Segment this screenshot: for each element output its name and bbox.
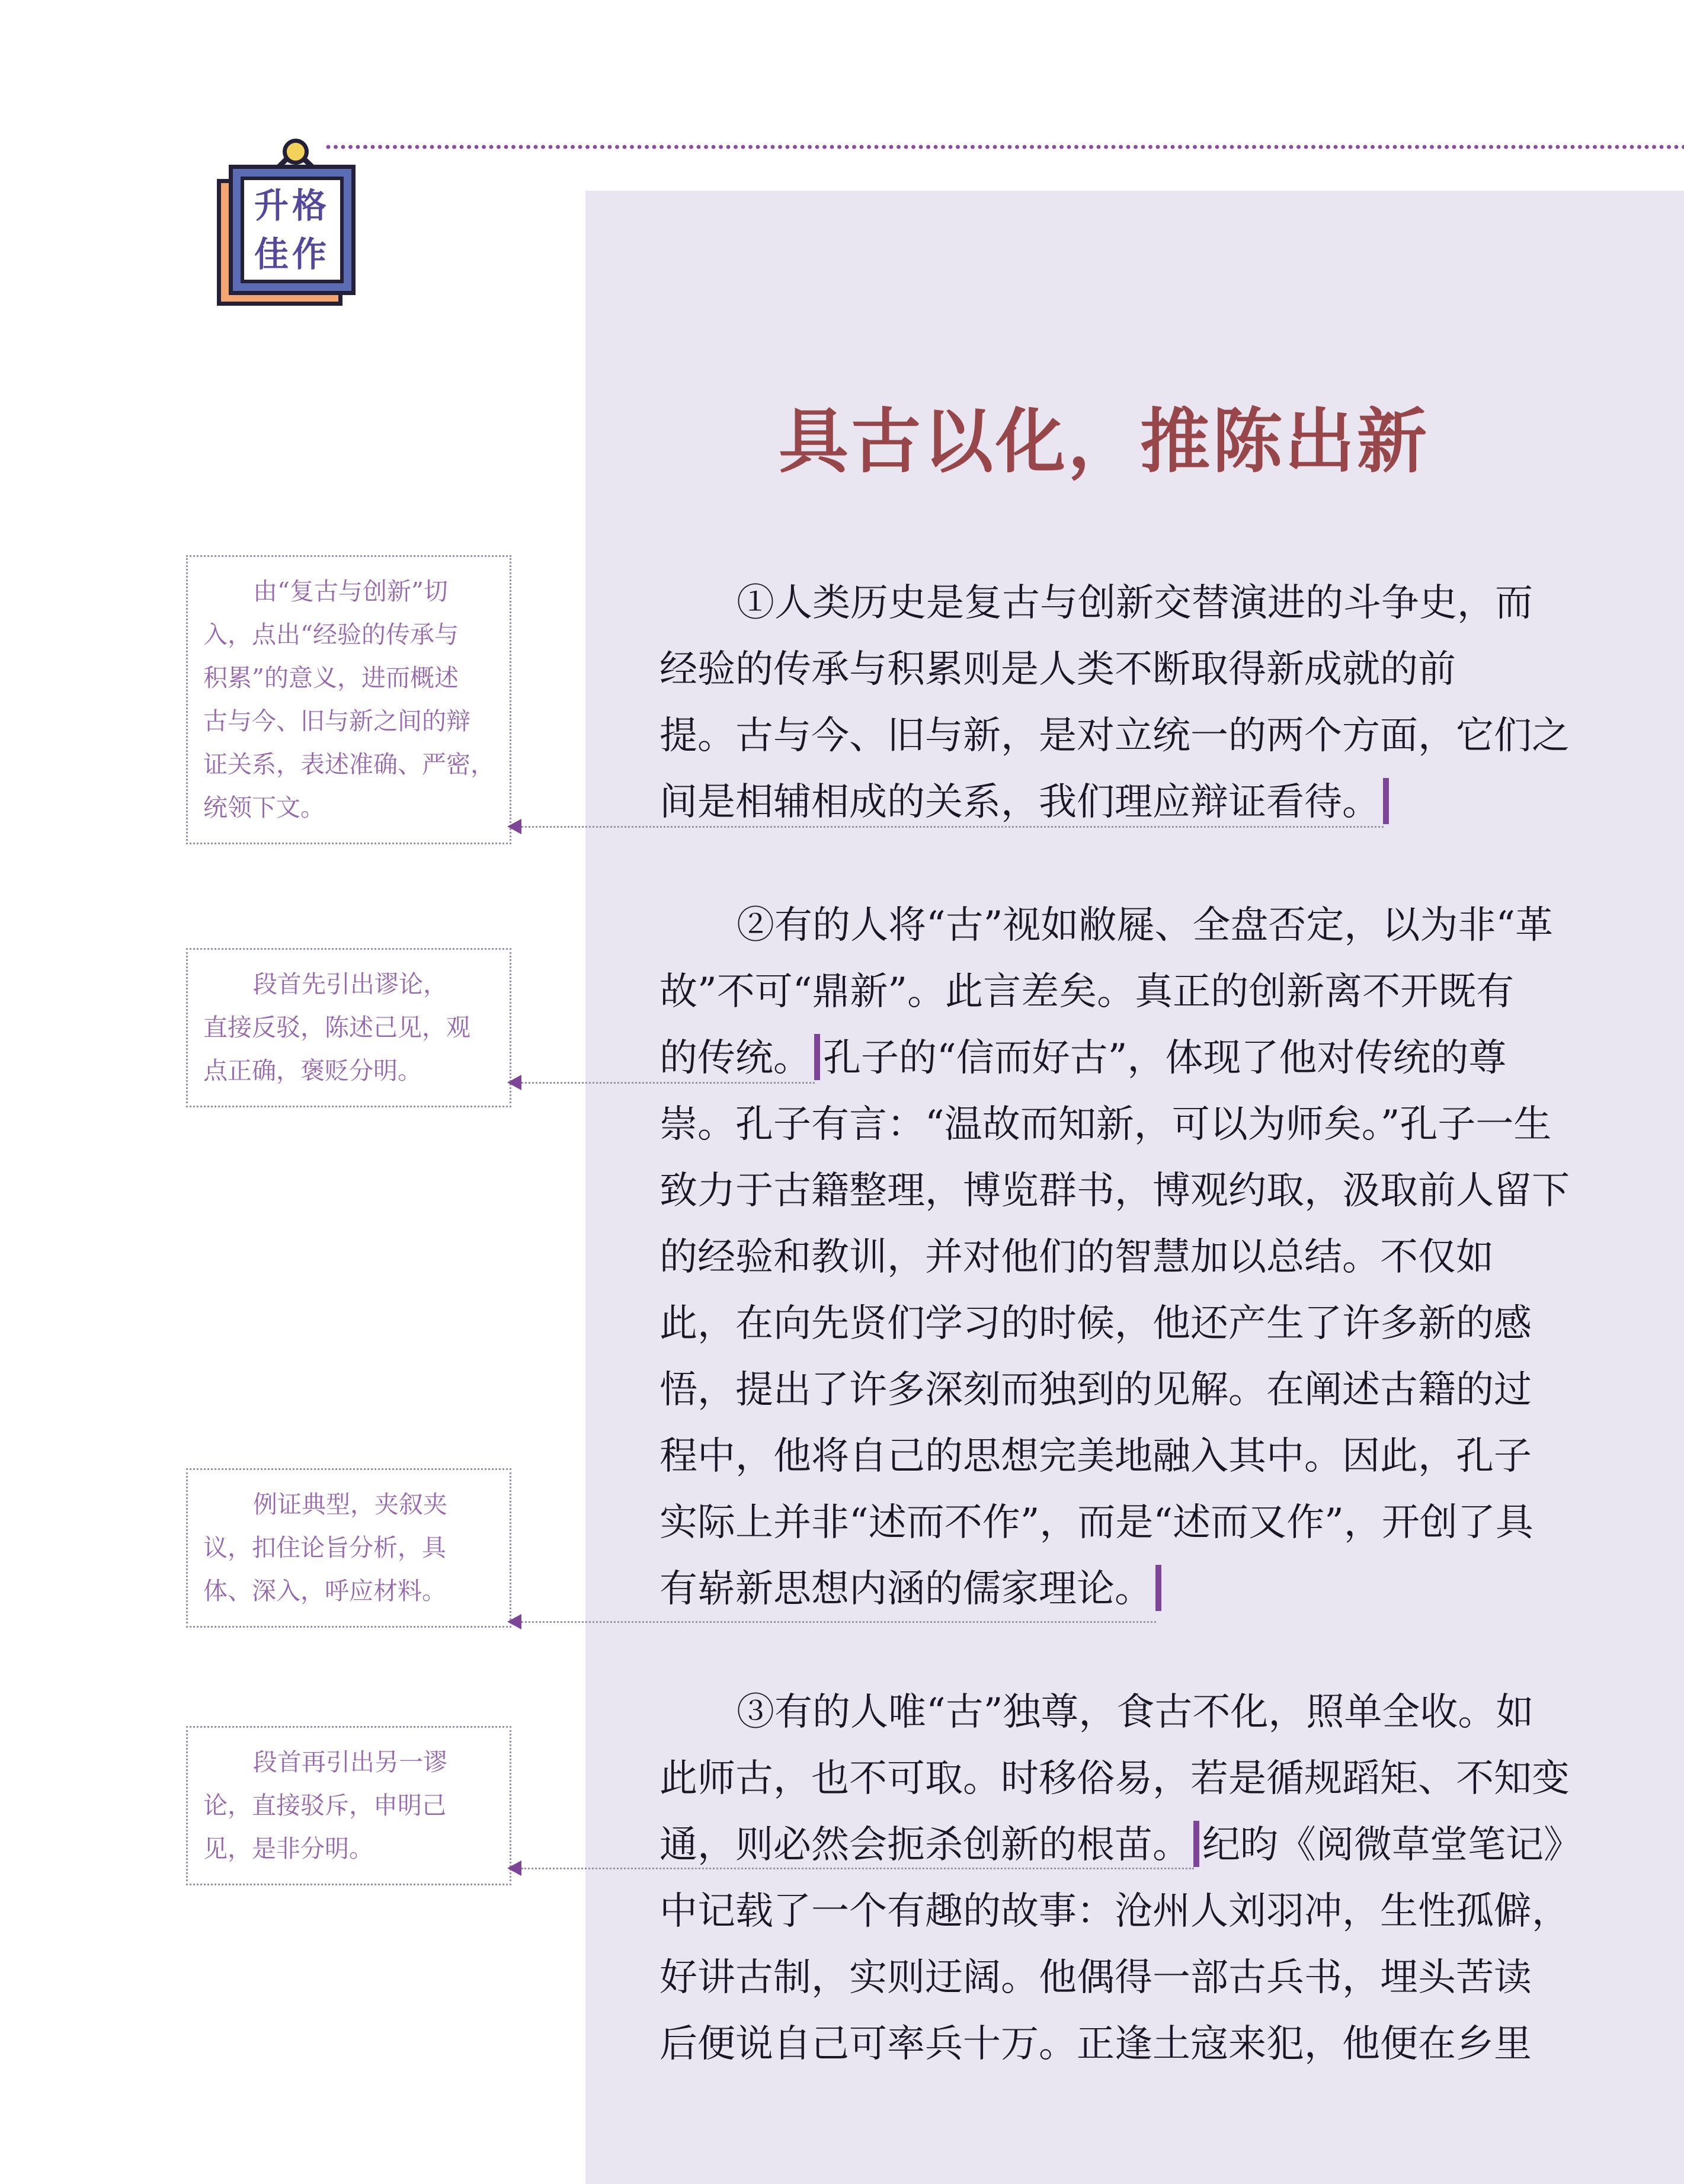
essay-line: 崇。孔子有言：“温故而知新，可以为师矣。”孔子一生 bbox=[659, 1103, 1552, 1147]
essay-line: 悟，提出了许多深刻而独到的见解。在阐述古籍的过 bbox=[659, 1368, 1532, 1412]
annotation-note-1 bbox=[186, 555, 511, 844]
pin-icon bbox=[283, 139, 309, 165]
essay-paragraph-2 bbox=[659, 892, 1584, 1622]
note-line: 见，是非分明。 bbox=[203, 1834, 373, 1863]
essay-line: 实际上并非“述而不作”，而是“述而又作”，开创了具 bbox=[659, 1501, 1533, 1545]
note-line: 证关系，表述准确、严密， bbox=[203, 750, 495, 779]
essay-paragraph-1 bbox=[659, 570, 1584, 835]
highlight-bar-1 bbox=[1383, 778, 1389, 824]
essay-line: 致力于古籍整理，博览群书，博观约取，汲取前人留下 bbox=[659, 1169, 1570, 1213]
essay-body bbox=[659, 570, 1584, 2077]
essay-line: ②有的人将“古”视如敝屣、全盘否定，以为非“革 bbox=[737, 904, 1554, 947]
note-line: 古与今、旧与新之间的辩 bbox=[203, 707, 470, 735]
connector-line-2 bbox=[521, 1082, 815, 1084]
highlight-bar-3 bbox=[1155, 1565, 1161, 1611]
essay-line: 好讲古制，实则迂阔。他偶得一部古兵书，埋头苦读 bbox=[659, 1956, 1532, 2000]
essay-line: 的传统。 孔子的“信而好古”，体现了他对传统的尊 bbox=[659, 1025, 1584, 1091]
badge-label-line1: 升格 bbox=[254, 185, 330, 226]
essay-line: 间是相辅相成的关系，我们理应辩证看待。 bbox=[659, 769, 1584, 835]
connector-arrow-icon-2 bbox=[507, 1075, 521, 1090]
annotation-note-4 bbox=[186, 1726, 511, 1885]
highlight-bar-2 bbox=[814, 1034, 820, 1080]
connector-arrow-icon-1 bbox=[507, 819, 521, 834]
essay-line: 故”不可“鼎新”。此言差矣。真正的创新离不开既有 bbox=[659, 970, 1515, 1014]
essay-line: 中记载了一个有趣的故事：沧州人刘羽冲，生性孤僻， bbox=[659, 1890, 1570, 1933]
badge-label bbox=[241, 177, 344, 283]
note-line: 入，点出“经验的传承与 bbox=[203, 620, 459, 649]
essay-line: 通，则必然会扼杀创新的根苗。 纪昀《阅微草堂笔记》 bbox=[659, 1812, 1584, 1878]
connector-line-1 bbox=[521, 826, 1384, 828]
essay-line: 程中，他将自己的思想完美地融入其中。因此，孔子 bbox=[659, 1434, 1532, 1478]
note-line: 段首再引出另一谬 bbox=[253, 1748, 447, 1776]
connector-arrow-icon-4 bbox=[507, 1860, 521, 1876]
connector-arrow-icon-3 bbox=[507, 1614, 521, 1629]
note-line: 积累”的意义，进而概述 bbox=[203, 664, 459, 692]
note-line: 直接反驳，陈述己见，观 bbox=[203, 1013, 470, 1042]
note-line: 例证典型，夹叙夹 bbox=[253, 1490, 447, 1519]
note-line: 体、深入，呼应材料。 bbox=[203, 1577, 446, 1605]
essay-line: 提。古与今、旧与新，是对立统一的两个方面，它们之 bbox=[659, 714, 1570, 758]
essay-paragraph-3 bbox=[659, 1679, 1584, 2077]
essay-line: 后便说自己可率兵十万。正逢土寇来犯，他便在乡里 bbox=[659, 2022, 1532, 2066]
note-line: 论，直接驳斥，申明己 bbox=[203, 1791, 446, 1820]
essay-line: 此，在向先贤们学习的时候，他还产生了许多新的感 bbox=[659, 1302, 1532, 1346]
annotation-note-2 bbox=[186, 948, 511, 1107]
note-line: 统领下文。 bbox=[203, 793, 325, 822]
badge-label-line2: 佳作 bbox=[254, 234, 330, 274]
essay-line: 有崭新思想内涵的儒家理论。 bbox=[659, 1556, 1584, 1622]
note-line: 段首先引出谬论， bbox=[253, 970, 447, 998]
essay-line: ①人类历史是复古与创新交替演进的斗争史，而 bbox=[737, 581, 1533, 625]
top-dotted-line bbox=[325, 143, 1684, 150]
note-line: 由“复古与创新”切 bbox=[253, 577, 448, 606]
highlight-bar-4 bbox=[1193, 1821, 1199, 1867]
note-line: 点正确，褒贬分明。 bbox=[203, 1056, 422, 1085]
essay-line: 经验的传承与积累则是人类不断取得新成就的前 bbox=[659, 648, 1456, 691]
annotation-note-3 bbox=[186, 1468, 511, 1628]
connector-line-3 bbox=[521, 1621, 1156, 1623]
essay-line: 此师古，也不可取。时移俗易，若是循规蹈矩、不知变 bbox=[659, 1757, 1570, 1801]
essay-line: 的经验和教训，并对他们的智慧加以总结。不仅如 bbox=[659, 1235, 1494, 1279]
connector-line-4 bbox=[521, 1868, 1194, 1869]
essay-line: ③有的人唯“古”独尊，食古不化，照单全收。如 bbox=[737, 1690, 1534, 1734]
note-line: 议，扣住论旨分析，具 bbox=[203, 1533, 446, 1562]
essay-title: 具古以化，推陈出新 bbox=[778, 400, 1429, 482]
